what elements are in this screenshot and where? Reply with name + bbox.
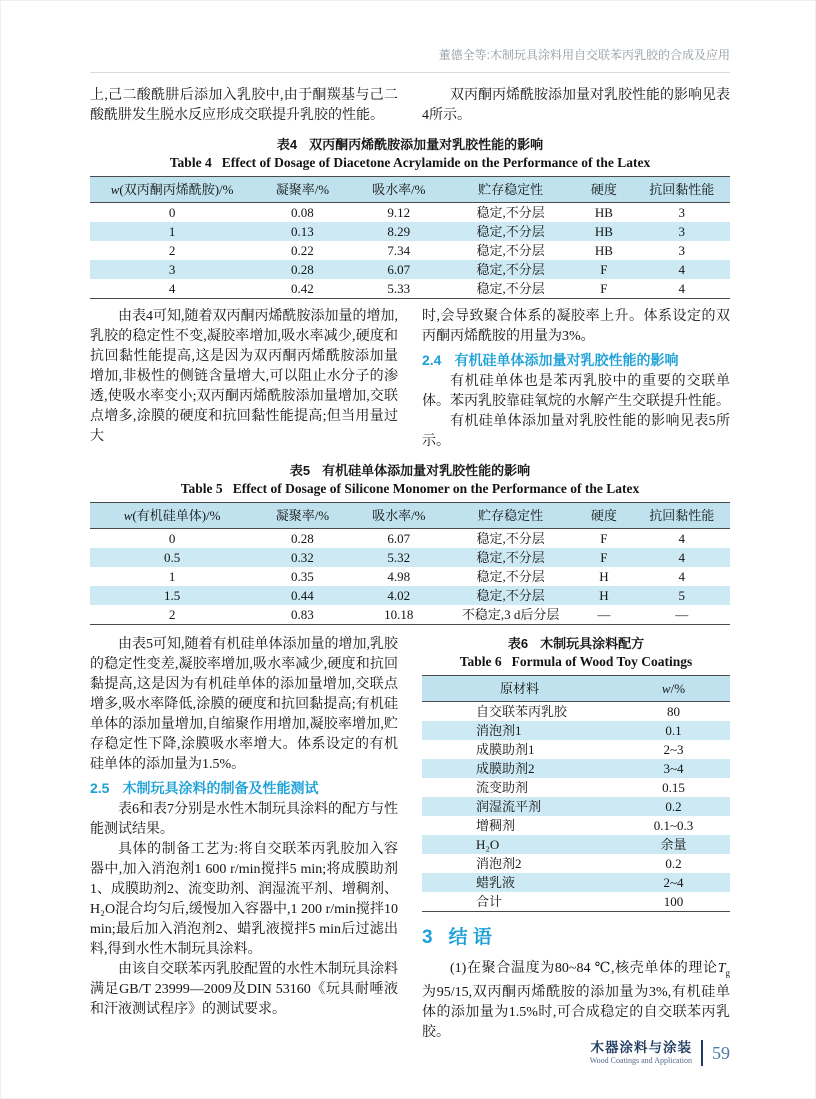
table-cell: 8.29: [387, 223, 411, 239]
table4-caption-cn: [90, 136, 730, 154]
paragraph: 由表5可知,随着有机硅单体添加量的增加,乳胶的稳定性变差,凝胶率增加,吸水率减少,硬度和抗回黏提高,这是因为有机硅单体的添加量增加,交联点增多,吸水率降低,涂膜的硬度和抗回黏提高;有机硅单体的添加量增加,自缩聚作用增加,凝胶率增加,贮存稳定性下降,涂膜吸水率增大。体系设定的有机硅单体的添加量为1.5%。: [90, 637, 398, 772]
table-cell: 稳定,不分层: [476, 549, 545, 565]
section-title: 结 语: [448, 927, 492, 948]
table-cell: H₂O: [476, 836, 500, 852]
table-row: [90, 279, 730, 299]
left-column: [90, 635, 398, 1043]
table-cell: HB: [594, 242, 613, 258]
left-column: [90, 86, 398, 126]
journal-name-cn: 木器涂料与涂装: [590, 1040, 692, 1055]
table5: [90, 502, 730, 625]
table-cell: 增稠剂: [476, 817, 516, 833]
paragraph: 具体的制备工艺为:将自交联苯丙乳胶加入容器中,加入消泡剂1 600 r/min搅拌5 min;将成膜助剂1、成膜助剂2、流变助剂、润湿流平剂、增稠剂、H₂O混合均匀后,缓慢加入容器中,1 200 r/min搅拌10 min;最后加入消泡剂2、蜡乳液搅拌5 min后过滤出料,得到水性木制玩具涂料。: [90, 842, 398, 957]
section-number: 2.4: [422, 352, 442, 368]
paragraph: 时,会导致聚合体系的凝胶率上升。体系设定的双丙酮丙烯酰胺的用量为3%。: [422, 309, 730, 344]
table-cell: 9.12: [387, 204, 411, 220]
table-row: [90, 260, 730, 279]
table-cell: 80: [666, 703, 680, 719]
table-cell: 10.18: [384, 606, 414, 622]
table-cell: 2: [168, 606, 176, 622]
journal-name-en: Wood Coatings and Application: [589, 1056, 692, 1065]
table-cell: 合计: [476, 893, 503, 909]
table-cell: F: [600, 530, 608, 546]
table-cell: 0.13: [291, 223, 314, 239]
table-number-en: Table 6: [459, 654, 502, 669]
table-row: [90, 567, 730, 586]
table-row: [90, 222, 730, 241]
table-header-row: [422, 676, 730, 702]
column-header: 凝聚率/%: [275, 508, 330, 523]
column-header: 吸水率/%: [372, 508, 426, 523]
section-title: 有机硅单体添加量对乳胶性能的影响: [454, 352, 679, 368]
table-cell: 稳定,不分层: [476, 530, 545, 546]
journal-name-block: [590, 1040, 703, 1066]
table-row: [422, 873, 730, 892]
table-number: 表5: [289, 463, 311, 478]
table-row: [422, 740, 730, 759]
table-cell: 消泡剂1: [476, 722, 522, 738]
table-row: [422, 759, 730, 778]
table-title: 双丙酮丙烯酰胺添加量对乳胶性能的影响: [309, 137, 544, 152]
table-cell: 7.34: [387, 242, 411, 258]
table-cell: 5.33: [387, 280, 411, 296]
section-title: 木制玩具涂料的制备及性能测试: [122, 780, 319, 796]
table-title-en: Effect of Dosage of Silicone Monomer on the Performance of the Latex: [232, 481, 640, 496]
running-head: 董德全等:木制玩具涂料用自交联苯丙乳胶的合成及应用: [90, 46, 730, 73]
paragraph: 表6和表7分别是水性木制玩具涂料的配方与性能测试结果。: [90, 802, 398, 837]
paragraph: 双丙酮丙烯酰胺添加量对乳胶性能的影响见表4所示。: [422, 88, 730, 123]
table-cell: 余量: [660, 836, 687, 852]
table-row: [422, 854, 730, 873]
table-cell: 0.2: [665, 855, 682, 871]
table-row: [422, 797, 730, 816]
column-header: 硬度: [590, 508, 617, 523]
paragraph: 上,己二酸酰肼后添加入乳胶中,由于酮羰基与己二酸酰肼发生脱水反应形成交联提升乳胶的性能。: [90, 88, 398, 123]
table-cell: 0.42: [291, 280, 314, 296]
table-cell: 3~4: [663, 760, 684, 776]
table6-caption-cn: [422, 635, 730, 653]
table-cell: 0.28: [291, 261, 314, 277]
page-number: 59: [712, 1042, 730, 1063]
table-cell: 不稳定,3 d后分层: [461, 606, 560, 622]
table5-caption-cn: [90, 462, 730, 480]
paragraph: 有机硅单体添加量对乳胶性能的影响见表5所示。: [422, 414, 730, 449]
column-header: 原材料: [499, 681, 539, 696]
section-number: 2.5: [90, 780, 110, 796]
table-row: [90, 241, 730, 260]
section-heading-2-4: [422, 348, 730, 372]
page-content: [90, 46, 730, 1043]
column-header: 硬度: [590, 182, 617, 197]
paragraph: 由该自交联苯丙乳胶配置的水性木制玩具涂料满足GB/T 23999—2009及DIN 53160《玩具耐唾液和汗液测试程序》的测试要求。: [90, 962, 398, 1017]
table-row: [90, 586, 730, 605]
table-cell: 0.83: [291, 606, 314, 622]
left-column: [90, 307, 398, 452]
table-cell: 消泡剂2: [476, 855, 522, 871]
table-cell: H: [599, 568, 609, 584]
table-number-en: Table 5: [180, 481, 223, 496]
table-cell: 成膜助剂2: [476, 760, 535, 776]
table-cell: 4: [678, 261, 686, 277]
table-cell: 润湿流平剂: [476, 798, 542, 814]
intro-row: [90, 86, 730, 126]
table-cell: 0.35: [291, 568, 314, 584]
table-cell: 0.32: [291, 549, 314, 565]
table-row: [422, 702, 730, 722]
column-header: w/%: [661, 681, 686, 696]
table-cell: 3: [678, 204, 686, 220]
table-cell: 成膜助剂1: [476, 741, 535, 757]
table-cell: 0.1~0.3: [653, 817, 694, 833]
table-cell: 2~4: [663, 874, 684, 890]
table-cell: 0.2: [665, 798, 682, 814]
table4-block: [90, 136, 730, 299]
table6-caption-en: [422, 653, 730, 671]
table-cell: 流变助剂: [476, 779, 529, 795]
table6-block: [422, 635, 730, 912]
table-row: [90, 548, 730, 567]
table-cell: 0.5: [163, 549, 181, 565]
table-cell: 6.07: [387, 261, 411, 277]
table-cell: 6.07: [387, 530, 411, 546]
table-cell: 0: [168, 204, 176, 220]
table-header-row: [90, 503, 730, 529]
table-title-en: Formula of Wood Toy Coatings: [511, 654, 693, 669]
right-column: [422, 635, 730, 1043]
table-cell: 5: [678, 587, 686, 603]
table-cell: F: [600, 261, 608, 277]
table-cell: 0.15: [662, 779, 685, 795]
table-row: [90, 203, 730, 223]
table6: [422, 675, 730, 912]
table-row: [422, 835, 730, 854]
table-cell: 0.08: [291, 204, 314, 220]
column-header: 凝聚率/%: [275, 182, 330, 197]
table-title: 木制玩具涂料配方: [540, 636, 645, 651]
table-row: [422, 816, 730, 835]
table-cell: 0: [168, 530, 176, 546]
table-cell: F: [600, 549, 608, 565]
table-cell: 蜡乳液: [476, 874, 516, 890]
paragraph: 有机硅单体也是苯丙乳胶中的重要的交联单体。苯丙乳胶靠硅氧烷的水解产生交联提升性能。: [422, 374, 730, 409]
section-heading-2-5: [90, 776, 398, 800]
column-header: 抗回黏性能: [649, 508, 715, 523]
table-cell: 3: [168, 261, 176, 277]
table-cell: 4.98: [387, 568, 411, 584]
table-cell: 100: [663, 893, 684, 909]
section-number: 3: [422, 927, 433, 948]
table-number: 表6: [507, 636, 529, 651]
table-cell: 4: [678, 530, 686, 546]
table-cell: —: [597, 606, 611, 622]
table-cell: 2: [168, 242, 176, 258]
page-footer: [590, 1040, 730, 1066]
table-cell: 1: [168, 568, 176, 584]
table-cell: 4: [678, 549, 686, 565]
table-row: [422, 892, 730, 912]
table-row: [422, 721, 730, 740]
table-cell: 稳定,不分层: [476, 280, 545, 296]
tg-symbol: T: [717, 961, 726, 976]
table-number-en: Table 4: [169, 155, 212, 170]
discussion-row: [90, 307, 730, 452]
table-cell: 稳定,不分层: [476, 261, 545, 277]
section-heading-3: [422, 925, 730, 951]
table-cell: 稳定,不分层: [476, 223, 545, 239]
table5-caption-en: [90, 480, 730, 498]
conclusion-text: (1)在聚合温度为80~84 ℃,核壳单体的理论: [450, 961, 718, 976]
conclusion-text: 为95/15,双丙酮丙烯酰胺的添加量为3%,有机硅单体的添加量为1.5%时,可合成稳定的自交联苯丙乳胶。: [422, 984, 730, 1040]
table-cell: 3: [678, 242, 686, 258]
table-cell: 1.5: [163, 587, 181, 603]
table-cell: 稳定,不分层: [476, 242, 545, 258]
table-cell: 4.02: [387, 587, 411, 603]
table-cell: 4: [168, 280, 176, 296]
table-cell: HB: [594, 223, 613, 239]
table-cell: 1: [168, 223, 176, 239]
column-header: 吸水率/%: [372, 182, 426, 197]
right-column: [422, 86, 730, 126]
table-cell: 稳定,不分层: [476, 587, 545, 603]
table-cell: 自交联苯丙乳胶: [476, 703, 568, 719]
table-cell: 4: [678, 568, 686, 584]
column-header: 抗回黏性能: [649, 182, 715, 197]
table-header-row: [90, 177, 730, 203]
table-row: [422, 778, 730, 797]
column-header: 贮存稳定性: [478, 508, 544, 523]
paragraph: 由表4可知,随着双丙酮丙烯酰胺添加量的增加,乳胶的稳定性不变,凝胶率增加,吸水率减少,硬度和抗回黏性能提高,这是因为双丙酮丙烯酰胺添加量增加,非极性的侧链含量增大,可以阻止水分子的渗透,使吸水率变小;双丙酮丙烯酰胺添加量增加,交联点增多,涂膜的硬度和抗回黏性能提高;但当用量过大: [90, 309, 398, 444]
table-cell: 0.28: [291, 530, 314, 546]
table5-block: [90, 462, 730, 625]
tg-subscript: g: [725, 967, 730, 978]
table-cell: 4: [678, 280, 686, 296]
right-column: [422, 307, 730, 452]
table-row: [90, 605, 730, 625]
table-cell: 0.22: [291, 242, 314, 258]
table-cell: 稳定,不分层: [476, 204, 545, 220]
table-cell: 5.32: [387, 549, 411, 565]
table-cell: 3: [678, 223, 686, 239]
column-header: 贮存稳定性: [478, 182, 544, 197]
conclusion-paragraph: [422, 959, 730, 1043]
column-header: w(有机硅单体)/%: [123, 508, 221, 523]
table4: [90, 176, 730, 299]
table-title: 有机硅单体添加量对乳胶性能的影响: [322, 463, 531, 478]
table-cell: H: [599, 587, 609, 603]
table-title-en: Effect of Dosage of Diacetone Acrylamide on the Performance of the Latex: [221, 155, 651, 170]
table-cell: 2~3: [663, 741, 684, 757]
table-cell: HB: [594, 204, 613, 220]
table-cell: F: [600, 280, 608, 296]
table4-caption-en: [90, 154, 730, 172]
table-number: 表4: [276, 137, 298, 152]
column-header: w(双丙酮丙烯酰胺)/%: [110, 182, 234, 197]
table-cell: 0.1: [665, 722, 682, 738]
table-cell: —: [675, 606, 689, 622]
table-cell: 稳定,不分层: [476, 568, 545, 584]
table-cell: 0.44: [291, 587, 314, 603]
bottom-row: [90, 635, 730, 1043]
table-row: [90, 529, 730, 549]
